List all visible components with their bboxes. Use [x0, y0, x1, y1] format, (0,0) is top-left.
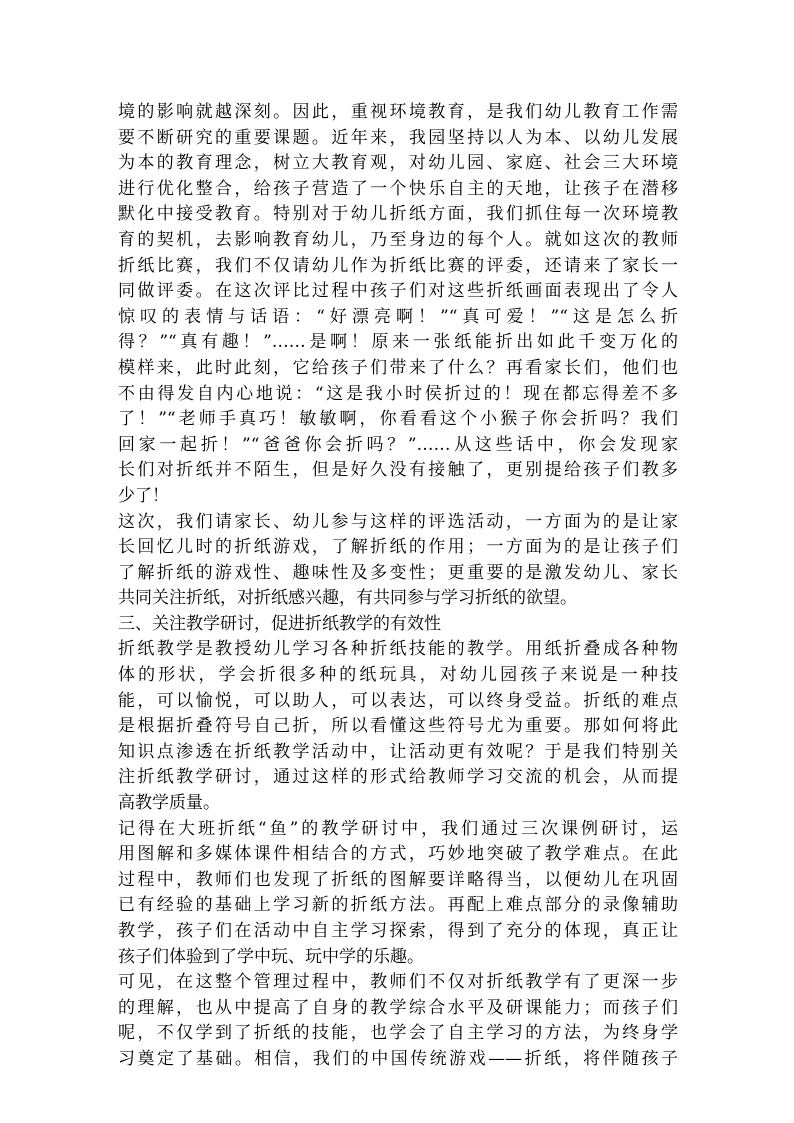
- text-line: 少了！: [118, 485, 169, 506]
- text-line: 了解折纸的游戏性、趣味性及多变性；更重要的是激发幼儿、家长: [118, 562, 678, 583]
- text-line: 折纸教学是教授幼儿学习各种折纸技能的教学。用纸折叠成各种物: [118, 639, 678, 660]
- text-line: 折纸比赛，我们不仅请幼儿作为折纸比赛的评委，还请来了家长一: [118, 255, 678, 276]
- text-line: 能，可以愉悦，可以助人，可以表达，可以终身受益。折纸的难点: [118, 690, 678, 711]
- text-line: 习奠定了基础。相信，我们的中国传统游戏——折纸，将伴随孩子: [118, 1048, 678, 1069]
- text-line: 得？”“真有趣！”……是啊！原来一张纸能折出如此千变万化的: [118, 332, 678, 353]
- text-line: 惊叹的表情与话语：“好漂亮啊！”“真可爱！”“这是怎么折: [118, 306, 678, 327]
- text-line: 过程中，教师们也发现了折纸的图解要详略得当，以便幼儿在巩固: [118, 869, 678, 890]
- text-line: 体的形状，学会折很多种的纸玩具，对幼儿园孩子来说是一种技: [118, 665, 678, 686]
- text-line: 呢，不仅学到了折纸的技能，也学会了自主学习的方法，为终身学: [118, 1023, 678, 1044]
- text-line: 长回忆儿时的折纸游戏，了解折纸的作用；一方面为的是让孩子们: [118, 537, 678, 558]
- text-line: 是根据折叠符号自己折，所以看懂这些符号尤为重要。那如何将此: [118, 716, 678, 737]
- text-line: 回家一起折！”“爸爸你会折吗？”……从这些话中，你会发现家: [118, 434, 678, 455]
- document-body: [118, 100, 678, 1073]
- text-line: 三、关注教学研讨，促进折纸教学的有效性: [118, 613, 441, 634]
- text-line: 用图解和多媒体课件相结合的方式，巧妙地突破了教学难点。在此: [118, 844, 678, 865]
- text-line: 不由得发自内心地说：“这是我小时侯折过的！现在都忘得差不多: [118, 383, 678, 404]
- text-line: 默化中接受教育。特别对于幼儿折纸方面，我们抓住每一次环境教: [118, 204, 678, 225]
- text-line: 的理解，也从中提高了自身的教学综合水平及研课能力；而孩子们: [118, 997, 678, 1018]
- text-line: 高教学质量。: [118, 793, 220, 814]
- text-line: 模样来，此时此刻，它给孩子们带来了什么？再看家长们，他们也: [118, 357, 678, 378]
- text-line: 教学，孩子们在活动中自主学习探索，得到了充分的体现，真正让: [118, 921, 678, 941]
- text-line: 孩子们体验到了学中玩、玩中学的乐趣。: [118, 946, 424, 967]
- text-line: 要不断研究的重要课题。近年来，我园坚持以人为本、以幼儿发展: [118, 127, 678, 148]
- text-line: 进行优化整合，给孩子营造了一个快乐自主的天地，让孩子在潜移: [118, 178, 678, 199]
- text-line: 记得在大班折纸“鱼”的教学研讨中，我们通过三次课例研讨，运: [118, 818, 678, 839]
- text-line: 已有经验的基础上学习新的折纸方法。再配上难点部分的录像辅助: [118, 895, 678, 916]
- text-line: 这次，我们请家长、幼儿参与这样的评选活动，一方面为的是让家: [118, 511, 678, 532]
- text-line: 同做评委。在这次评比过程中孩子们对这些折纸画面表现出了令人: [118, 281, 678, 302]
- text-line: 了！”“老师手真巧！敏敏啊，你看看这个小猴子你会折吗？我们: [118, 409, 678, 430]
- text-line: 育的契机，去影响教育幼儿，乃至身边的每个人。就如这次的教师: [118, 229, 678, 250]
- text-line: 可见，在这整个管理过程中，教师们不仅对折纸教学有了更深一步: [118, 972, 678, 993]
- text-line: 共同关注折纸，对折纸感兴趣，有共同参与学习折纸的欲望。: [118, 588, 577, 609]
- text-line: 境的影响就越深刻。因此，重视环境教育，是我们幼儿教育工作需: [118, 102, 678, 122]
- text-line: 知识点渗透在折纸教学活动中，让活动更有效呢？于是我们特别关: [118, 741, 678, 762]
- text-line: 为本的教育理念，树立大教育观，对幼儿园、家庭、社会三大环境: [118, 153, 678, 174]
- text-line: 注折纸教学研讨，通过这样的形式给教师学习交流的机会，从而提: [118, 767, 678, 788]
- text-line: 长们对折纸并不陌生，但是好久没有接触了，更别提给孩子们教多: [118, 460, 678, 481]
